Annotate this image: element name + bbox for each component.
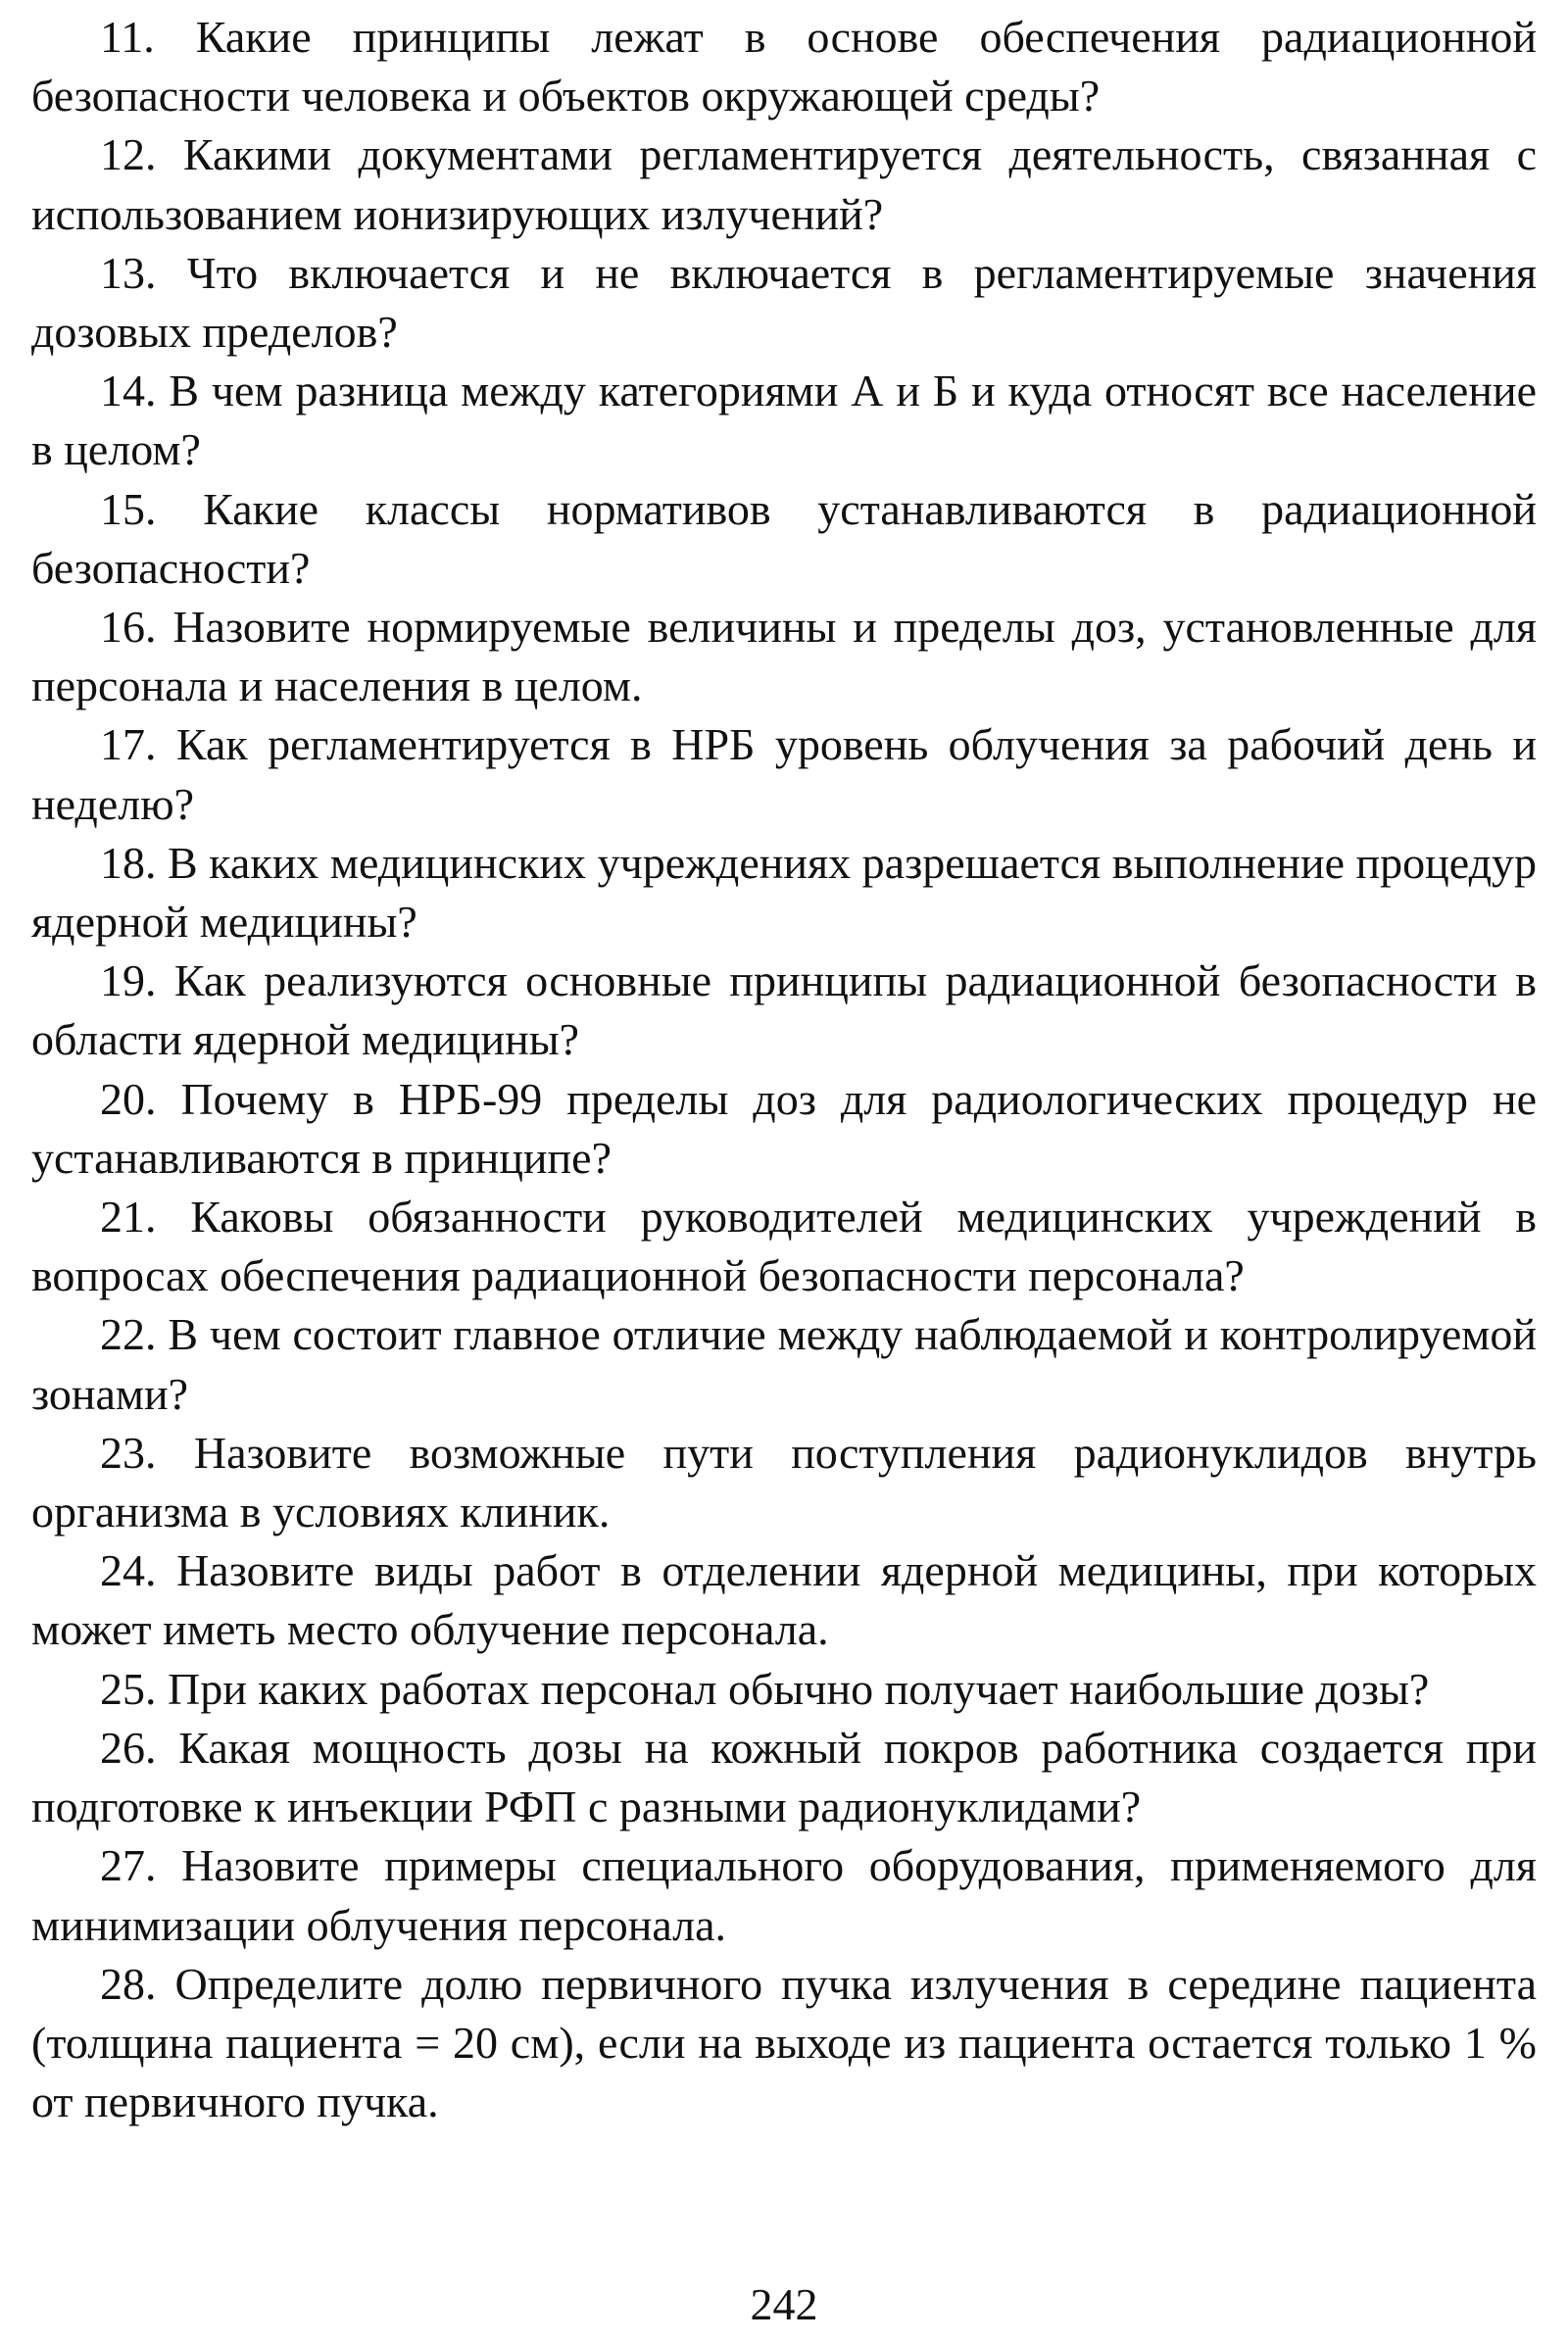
- question-text: Какими документами регламентируется деятельность, связанная с использованием ионизирующих излучений?: [31, 129, 1537, 239]
- question-text: Назовите нормируемые величины и пределы доз, установленные для персонала и населения в целом.: [31, 602, 1537, 711]
- question-number: 15.: [100, 483, 157, 534]
- question-text: Что включается и не включается в регламентируемые значения дозовых пределов?: [31, 247, 1537, 358]
- question-text: Какая мощность дозы на кожный покров работника создается при подготовке к инъекции РФП с разными радионуклидами?: [31, 1722, 1538, 1832]
- question-text: Какие принципы лежат в основе обеспечения радиационной безопасности человека и объектов окружающей среды?: [31, 12, 1538, 122]
- question-number: 25.: [100, 1663, 157, 1714]
- question-number: 26.: [100, 1722, 157, 1773]
- question-number: 21.: [100, 1192, 157, 1243]
- question-list: [31, 8, 1537, 2131]
- question-text: При каких работах персонал обычно получает наибольшие дозы?: [168, 1663, 1430, 1714]
- question-25: [31, 1660, 1537, 1719]
- question-21: [31, 1188, 1537, 1305]
- question-number: 11.: [100, 12, 155, 62]
- question-28: [31, 1955, 1537, 2132]
- question-text: Определите долю первичного пучка излучения в середине пациента (толщина пациента = 20 см), если на выходе из пациента остается только 1 % от первичного пучка.: [31, 1958, 1537, 2127]
- question-number: 18.: [100, 837, 157, 888]
- question-number: 12.: [100, 129, 157, 180]
- question-17: [31, 715, 1537, 833]
- question-text: В чем разница между категориями А и Б и куда относят все население в целом?: [31, 366, 1538, 475]
- question-16: [31, 598, 1537, 715]
- question-26: [31, 1719, 1537, 1836]
- question-number: 20.: [100, 1073, 157, 1124]
- question-number: 22.: [100, 1309, 157, 1360]
- question-number: 19.: [100, 955, 157, 1006]
- question-text: Назовите виды работ в отделении ядерной медицины, при которых может иметь место облучение персонала.: [31, 1545, 1537, 1655]
- question-23: [31, 1424, 1537, 1541]
- question-20: [31, 1070, 1537, 1188]
- question-text: В каких медицинских учреждениях разрешается выполнение процедур ядерной медицины?: [31, 837, 1537, 948]
- question-text: Каковы обязанности руководителей медицинских учреждений в вопросах обеспечения радиационной безопасности персонала?: [31, 1192, 1538, 1301]
- question-number: 17.: [100, 719, 157, 770]
- question-text: Какие классы нормативов устанавливаются в радиационной безопасности?: [31, 483, 1538, 593]
- question-text: Назовите примеры специального оборудования, применяемого для минимизации облучения персонала.: [31, 1840, 1538, 1950]
- question-14: [31, 362, 1537, 479]
- question-13: [31, 244, 1537, 362]
- question-number: 16.: [100, 602, 157, 653]
- question-22: [31, 1305, 1537, 1423]
- page-number: 242: [750, 2279, 818, 2329]
- question-number: 28.: [100, 1958, 157, 2009]
- question-15: [31, 480, 1537, 598]
- question-24: [31, 1541, 1537, 1659]
- question-number: 23.: [100, 1427, 157, 1478]
- question-number: 14.: [100, 366, 157, 416]
- question-18: [31, 834, 1537, 951]
- question-text: Почему в НРБ-99 пределы доз для радиологических процедур не устанавливаются в принципе?: [31, 1073, 1538, 1183]
- question-text: Назовите возможные пути поступления радионуклидов внутрь организма в условиях клиник.: [31, 1427, 1538, 1537]
- question-11: [31, 8, 1537, 125]
- question-12: [31, 125, 1537, 243]
- question-text: Как реализуются основные принципы радиационной безопасности в области ядерной медицины?: [31, 955, 1537, 1065]
- question-text: Как регламентируется в НРБ уровень облучения за рабочий день и неделю?: [31, 719, 1537, 829]
- question-number: 24.: [100, 1545, 157, 1596]
- question-number: 13.: [100, 247, 157, 298]
- question-27: [31, 1836, 1537, 1954]
- question-19: [31, 951, 1537, 1069]
- question-text: В чем состоит главное отличие между наблюдаемой и контролируемой зонами?: [31, 1309, 1537, 1419]
- question-number: 27.: [100, 1840, 157, 1891]
